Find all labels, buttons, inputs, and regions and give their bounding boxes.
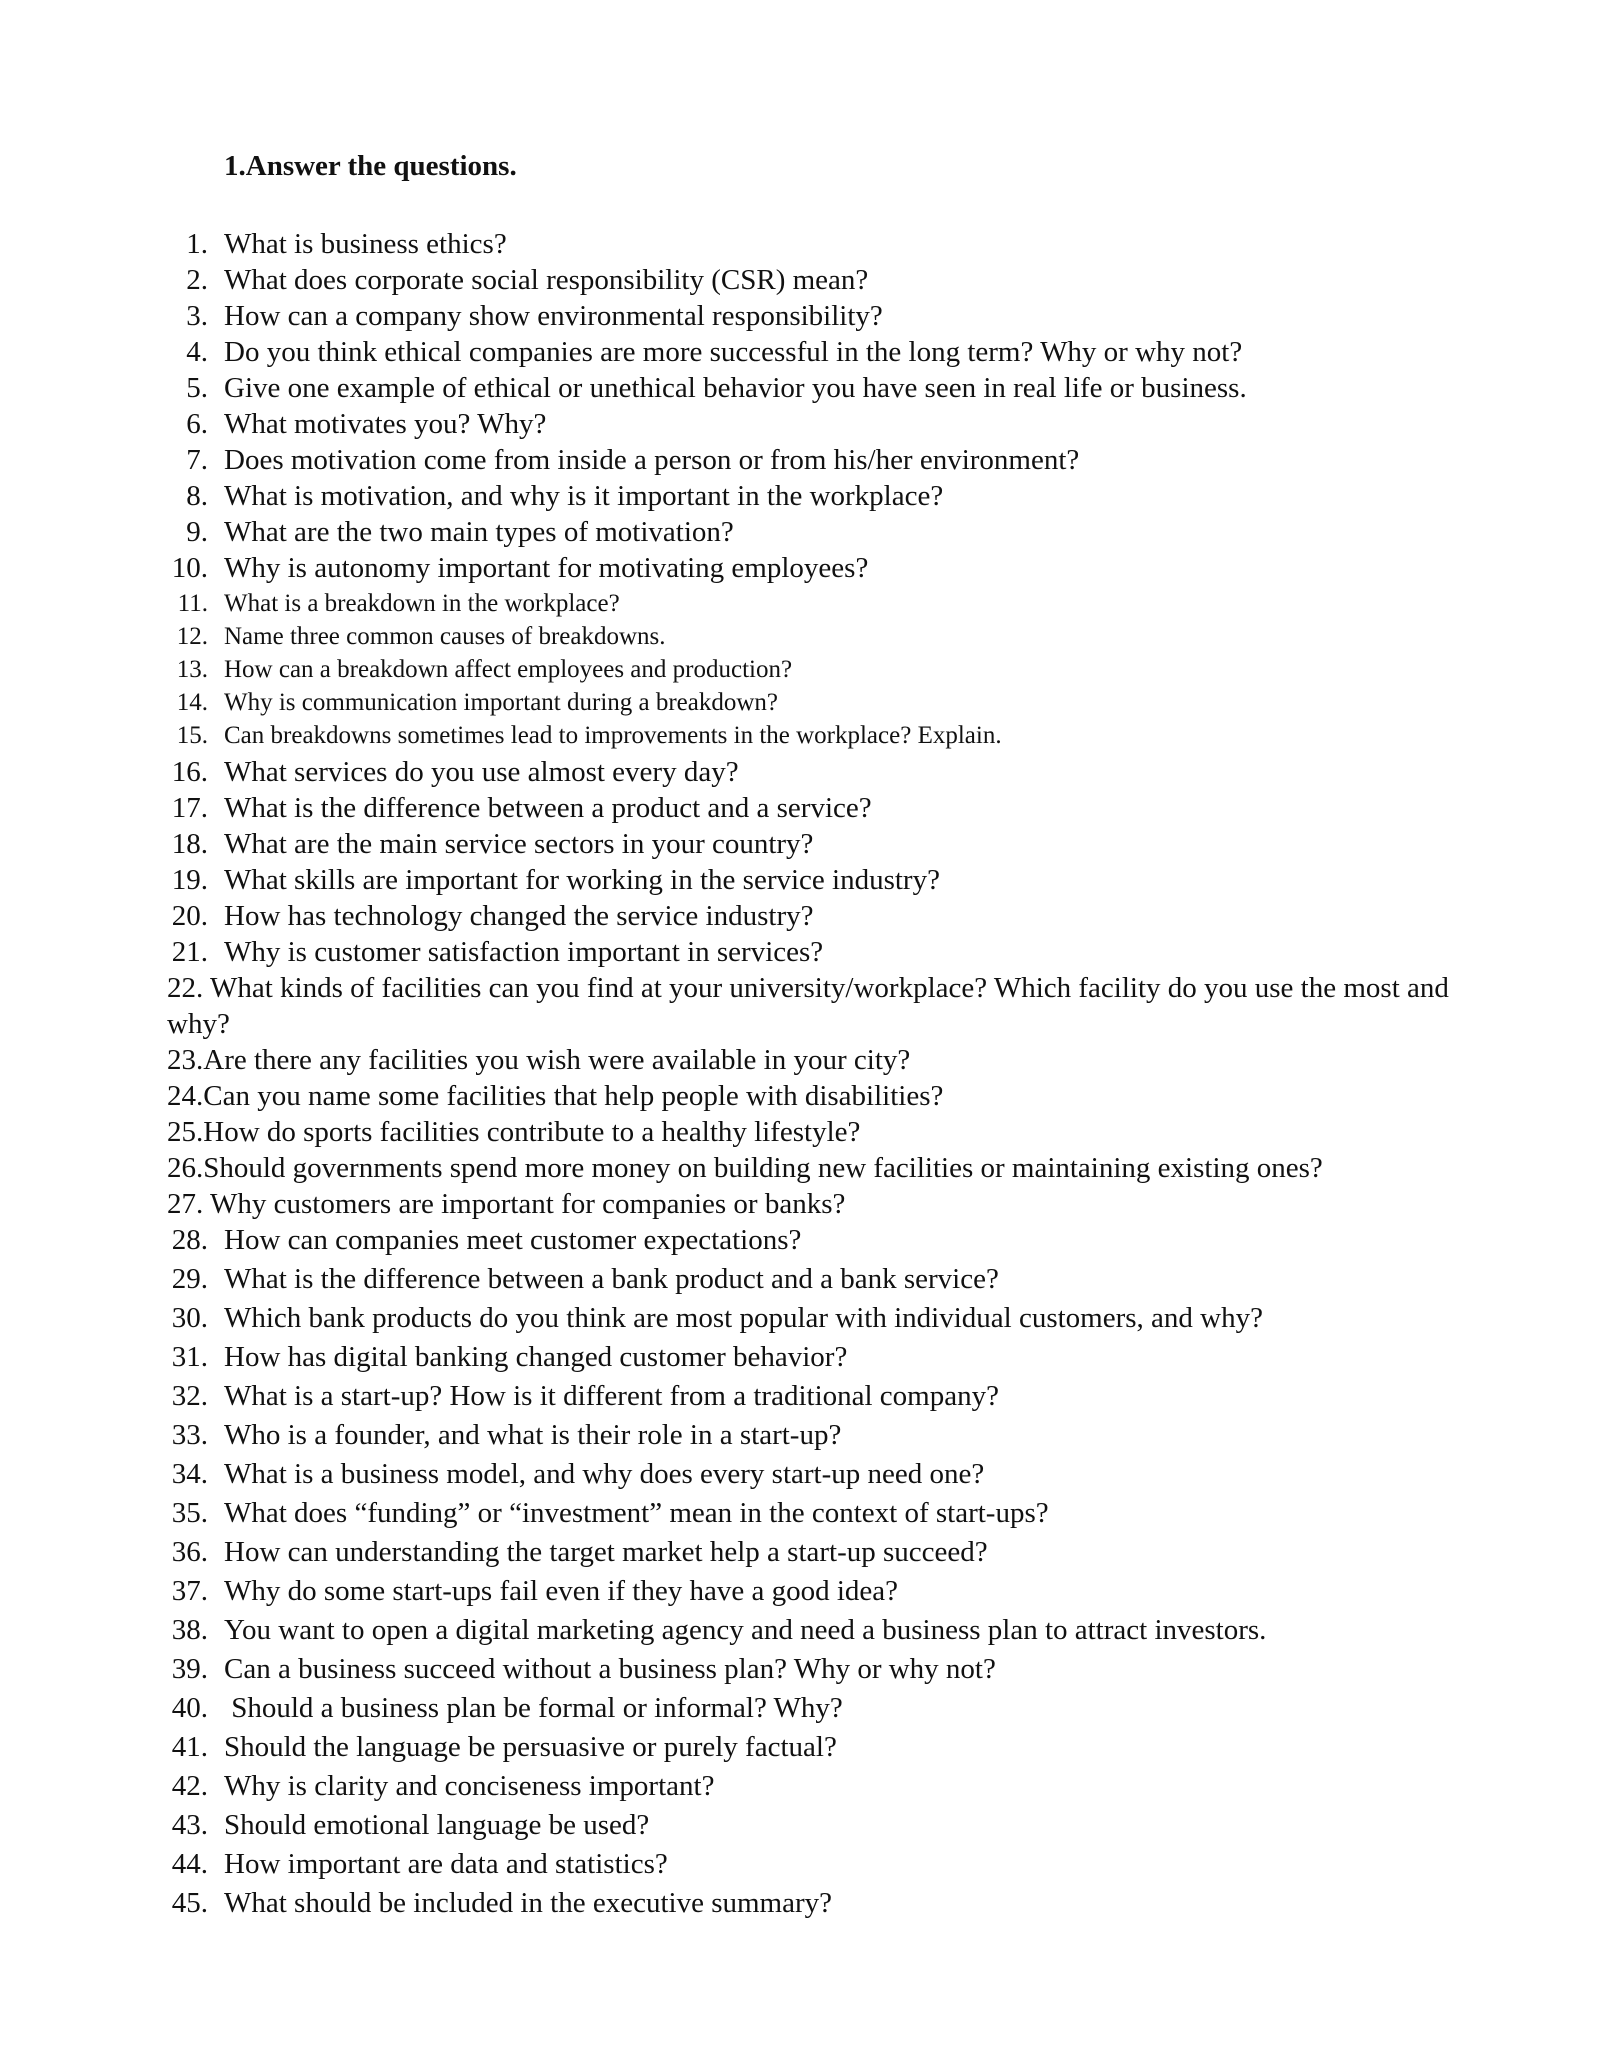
question-number: 21. [171, 936, 208, 968]
question-item [171, 1846, 668, 1882]
question-text: How do sports facilities contribute to a healthy lifestyle? [203, 1116, 861, 1148]
question-number: 36. [171, 1536, 208, 1568]
question-number: 14. [176, 689, 208, 716]
question-item [167, 1114, 860, 1150]
question-item [176, 687, 779, 719]
question-item [186, 370, 1247, 406]
question-text: Do you think ethical companies are more successful in the long term? Why or why not? [224, 336, 1243, 368]
question-item [186, 334, 1243, 370]
question-item [167, 1150, 1323, 1186]
question-text: Should a business plan be formal or informal? Why? [224, 1692, 843, 1724]
question-number: 18. [171, 828, 208, 860]
question-item [186, 478, 944, 514]
question-item [186, 406, 547, 442]
question-number: 6. [186, 408, 208, 440]
question-item [186, 226, 507, 262]
question-text: What is a business model, and why does every start-up need one? [224, 1458, 985, 1490]
question-number: 17. [171, 792, 208, 824]
question-number: 28. [171, 1224, 208, 1256]
question-item [167, 1042, 910, 1078]
question-text: What does corporate social responsibility (CSR) mean? [224, 264, 869, 296]
question-item [171, 1456, 985, 1492]
question-number: 8. [186, 480, 208, 512]
question-text: What does “funding” or “investment” mean in the context of start-ups? [224, 1497, 1049, 1529]
question-text: Which bank products do you think are most popular with individual customers, and why? [224, 1302, 1263, 1334]
question-item [167, 1186, 845, 1222]
question-text: How can a company show environmental responsibility? [224, 300, 883, 332]
question-number: 12. [176, 623, 208, 650]
question-item [176, 654, 793, 686]
question-text: Can you name some facilities that help people with disabilities? [203, 1080, 944, 1112]
question-number: 25. [167, 1116, 204, 1148]
question-text: Why customers are important for companies or banks? [209, 1188, 846, 1220]
question-item [171, 934, 824, 970]
question-number: 34. [171, 1458, 208, 1490]
question-number: 32. [171, 1380, 208, 1412]
question-number: 27. [167, 1188, 204, 1220]
question-item [171, 862, 940, 898]
question-text: How can a breakdown affect employees and production? [224, 656, 793, 683]
question-text: Why do some start-ups fail even if they have a good idea? [224, 1575, 899, 1607]
question-item [167, 1078, 943, 1114]
question-item [171, 790, 872, 826]
question-text: Should the language be persuasive or purely factual? [224, 1731, 837, 1763]
question-item [171, 898, 814, 934]
question-item [171, 1690, 843, 1726]
question-number: 10. [171, 552, 208, 584]
question-text: What are the main service sectors in your country? [224, 828, 814, 860]
question-number: 23. [167, 1044, 204, 1076]
question-text: What motivates you? Why? [224, 408, 547, 440]
question-text: How has digital banking changed customer behavior? [224, 1341, 848, 1373]
question-number: 38. [171, 1614, 208, 1646]
question-item [171, 1378, 999, 1414]
question-number: 20. [171, 900, 208, 932]
question-number: 33. [171, 1419, 208, 1451]
question-number: 11. [177, 590, 208, 617]
question-text: How has technology changed the service industry? [224, 900, 814, 932]
question-item [171, 550, 869, 586]
question-item [171, 1417, 842, 1453]
question-item [176, 720, 1002, 752]
question-number: 29. [171, 1263, 208, 1295]
question-item [177, 588, 620, 620]
question-number: 3. [186, 300, 208, 332]
question-number: 42. [171, 1770, 208, 1802]
question-number: 19. [171, 864, 208, 896]
question-text: Why is communication important during a breakdown? [224, 689, 779, 716]
question-text: Why is clarity and conciseness important? [224, 1770, 715, 1802]
question-text: Can a business succeed without a business plan? Why or why not? [224, 1653, 996, 1685]
question-item [171, 1222, 802, 1258]
question-item [171, 1300, 1263, 1336]
question-item [171, 1768, 715, 1804]
question-text: What is a breakdown in the workplace? [224, 590, 620, 617]
question-item [186, 262, 869, 298]
question-number: 9. [186, 516, 208, 548]
question-item [171, 1495, 1049, 1531]
question-item [171, 1261, 999, 1297]
question-item [171, 1729, 837, 1765]
question-number: 45. [171, 1887, 208, 1919]
question-number: 35. [171, 1497, 208, 1529]
question-number: 30. [171, 1302, 208, 1334]
question-number: 39. [171, 1653, 208, 1685]
question-text: Should emotional language be used? [224, 1809, 650, 1841]
question-text: What is the difference between a product and a service? [224, 792, 872, 824]
question-text: What is business ethics? [224, 228, 507, 260]
question-text: What is a start-up? How is it different from a traditional company? [224, 1380, 999, 1412]
question-number: 41. [171, 1731, 208, 1763]
question-text: What should be included in the executive summary? [224, 1887, 833, 1919]
question-text: How important are data and statistics? [224, 1848, 668, 1880]
question-number: 26. [167, 1152, 204, 1184]
question-item [186, 298, 883, 334]
question-text: You want to open a digital marketing agency and need a business plan to attract investors. [224, 1614, 1267, 1646]
question-text: Can breakdowns sometimes lead to improvements in the workplace? Explain. [224, 722, 1002, 749]
question-text: How can understanding the target market help a start-up succeed? [224, 1536, 988, 1568]
question-number: 16. [171, 756, 208, 788]
question-item [171, 1339, 848, 1375]
question-item [171, 826, 814, 862]
question-number: 7. [186, 444, 208, 476]
question-text: What skills are important for working in the service industry? [224, 864, 940, 896]
question-text: Give one example of ethical or unethical behavior you have seen in real life or business. [224, 372, 1247, 404]
question-text: What services do you use almost every day? [224, 756, 739, 788]
question-item [186, 514, 734, 550]
question-number: 44. [171, 1848, 208, 1880]
question-item [171, 1573, 899, 1609]
question-number: 2. [186, 264, 208, 296]
question-text: Why is customer satisfaction important in services? [224, 936, 824, 968]
question-text: What kinds of facilities can you find at your university/workplace? Which facility do you use the most and why? [167, 972, 1449, 1040]
question-text: Who is a founder, and what is their role in a start-up? [224, 1419, 842, 1451]
question-item [171, 1885, 833, 1921]
question-item [176, 621, 666, 653]
question-text: What is the difference between a bank product and a bank service? [224, 1263, 999, 1295]
question-number: 15. [176, 722, 208, 749]
question-item [171, 1651, 996, 1687]
question-text: Name three common causes of breakdowns. [224, 623, 666, 650]
question-number: 37. [171, 1575, 208, 1607]
question-number: 43. [171, 1809, 208, 1841]
question-text: What are the two main types of motivation? [224, 516, 734, 548]
question-text: Should governments spend more money on building new facilities or maintaining existing ones? [203, 1152, 1323, 1184]
question-number: 5. [186, 372, 208, 404]
question-number: 31. [171, 1341, 208, 1373]
question-item [167, 970, 1457, 1042]
question-number: 1. [186, 228, 208, 260]
question-text: What is motivation, and why is it important in the workplace? [224, 480, 944, 512]
question-number: 40. [171, 1692, 208, 1724]
question-item [171, 754, 739, 790]
question-item [171, 1534, 988, 1570]
question-number: 13. [176, 656, 208, 683]
question-text: How can companies meet customer expectations? [224, 1224, 802, 1256]
question-item [171, 1807, 650, 1843]
question-number: 22. [167, 972, 204, 1004]
question-item [171, 1612, 1267, 1648]
question-number: 24. [167, 1080, 204, 1112]
question-text: Why is autonomy important for motivating employees? [224, 552, 869, 584]
section-title: 1.Answer the questions. [224, 150, 517, 182]
question-number: 4. [186, 336, 208, 368]
question-text: Does motivation come from inside a person or from his/her environment? [224, 444, 1080, 476]
question-text: Are there any facilities you wish were available in your city? [203, 1044, 911, 1076]
question-item [186, 442, 1080, 478]
